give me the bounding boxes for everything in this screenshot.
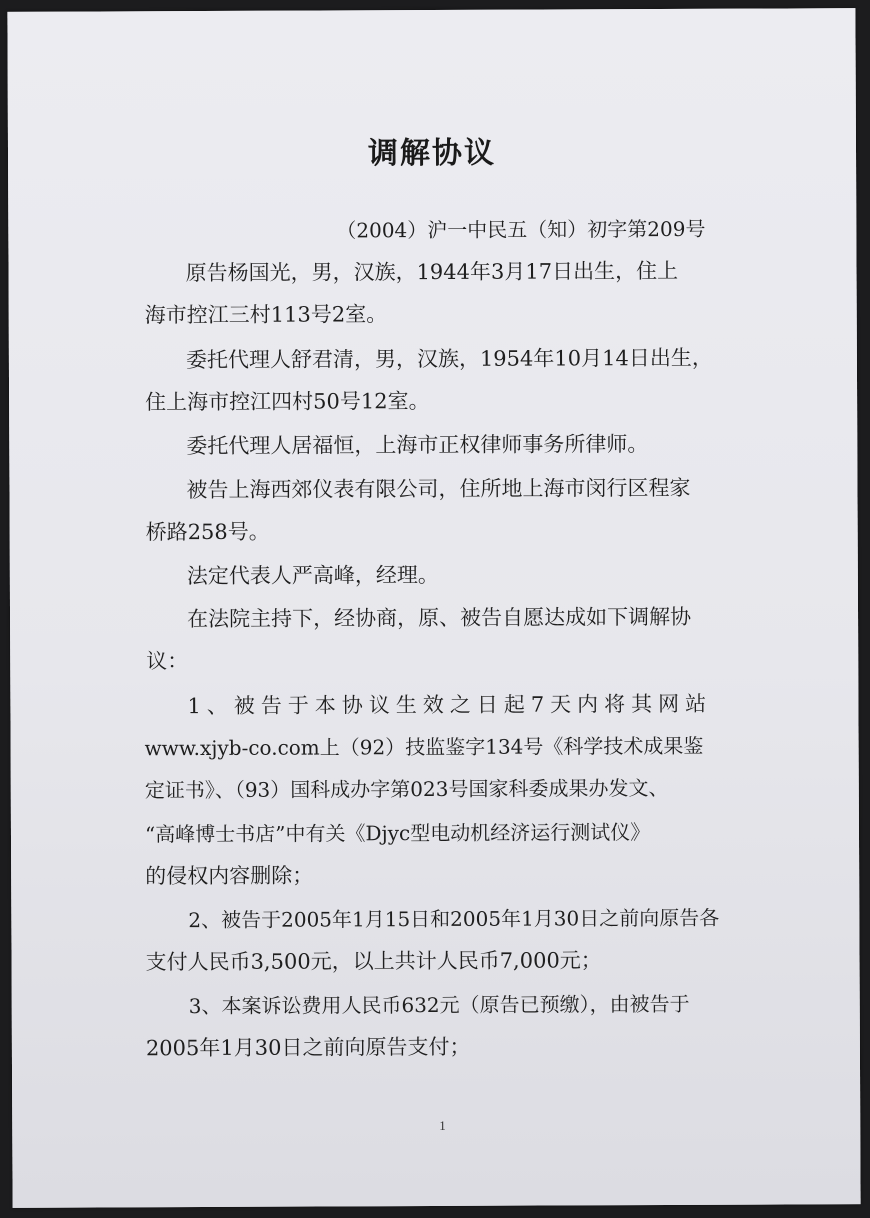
item1-line-4: “高峰博士书店”中有关《Djyc型电动机经济运行测试仪》	[144, 820, 651, 847]
item1-line-3: 定证书》、（93）国科成办字第023号国家科委成果办发文、	[144, 775, 669, 803]
intro-line-2: 议：	[146, 649, 189, 674]
item1-line-1: 1、被告于本协议生效之日起7天内将其网站	[187, 691, 713, 719]
case-number: （2004）沪一中民五（知）初字第209号	[336, 216, 706, 243]
plaintiff-line-1: 原告杨国光，男，汉族，1944年3月17日出生，住上	[185, 258, 679, 286]
agent1-line-1: 委托代理人舒君清，男，汉族，1954年10月14日出生，	[185, 345, 713, 373]
item3-line-2: 2005年1月30日之前向原告支付；	[145, 1034, 471, 1061]
agent2-line: 委托代理人居福恒，上海市正权律师事务所律师。	[186, 432, 649, 459]
intro-line-1: 在法院主持下，经协商，原、被告自愿达成如下调解协	[186, 604, 692, 632]
agent1-line-2: 住上海市控江四村50号12室。	[145, 389, 430, 415]
defendant-line-1: 被告上海西郊仪表有限公司，住所地上海市闵行区程家	[186, 475, 691, 503]
document-title: 调解协议	[367, 135, 497, 172]
document-page	[7, 8, 860, 1208]
item2-line-1: 2、被告于2005年1月15日和2005年1月30日之前向原告各	[188, 905, 720, 933]
legal-rep-line: 法定代表人严高峰，经理。	[186, 562, 439, 589]
plaintiff-line-2: 海市控江三村113号2室。	[144, 302, 388, 328]
item3-line-1: 3、本案诉讼费用人民币632元（原告已预缴），由被告于	[188, 991, 690, 1019]
item2-line-2: 支付人民币3,500元，以上共计人民币7,000元；	[145, 948, 602, 975]
item1-line-5: 的侵权内容删除；	[145, 863, 314, 889]
defendant-line-2: 桥路258号。	[145, 519, 270, 545]
page-number: 1	[439, 1117, 446, 1133]
item1-line-2: www.xjyb-co.com上（92）技监鉴字134号《科学技术成果鉴	[144, 733, 704, 761]
